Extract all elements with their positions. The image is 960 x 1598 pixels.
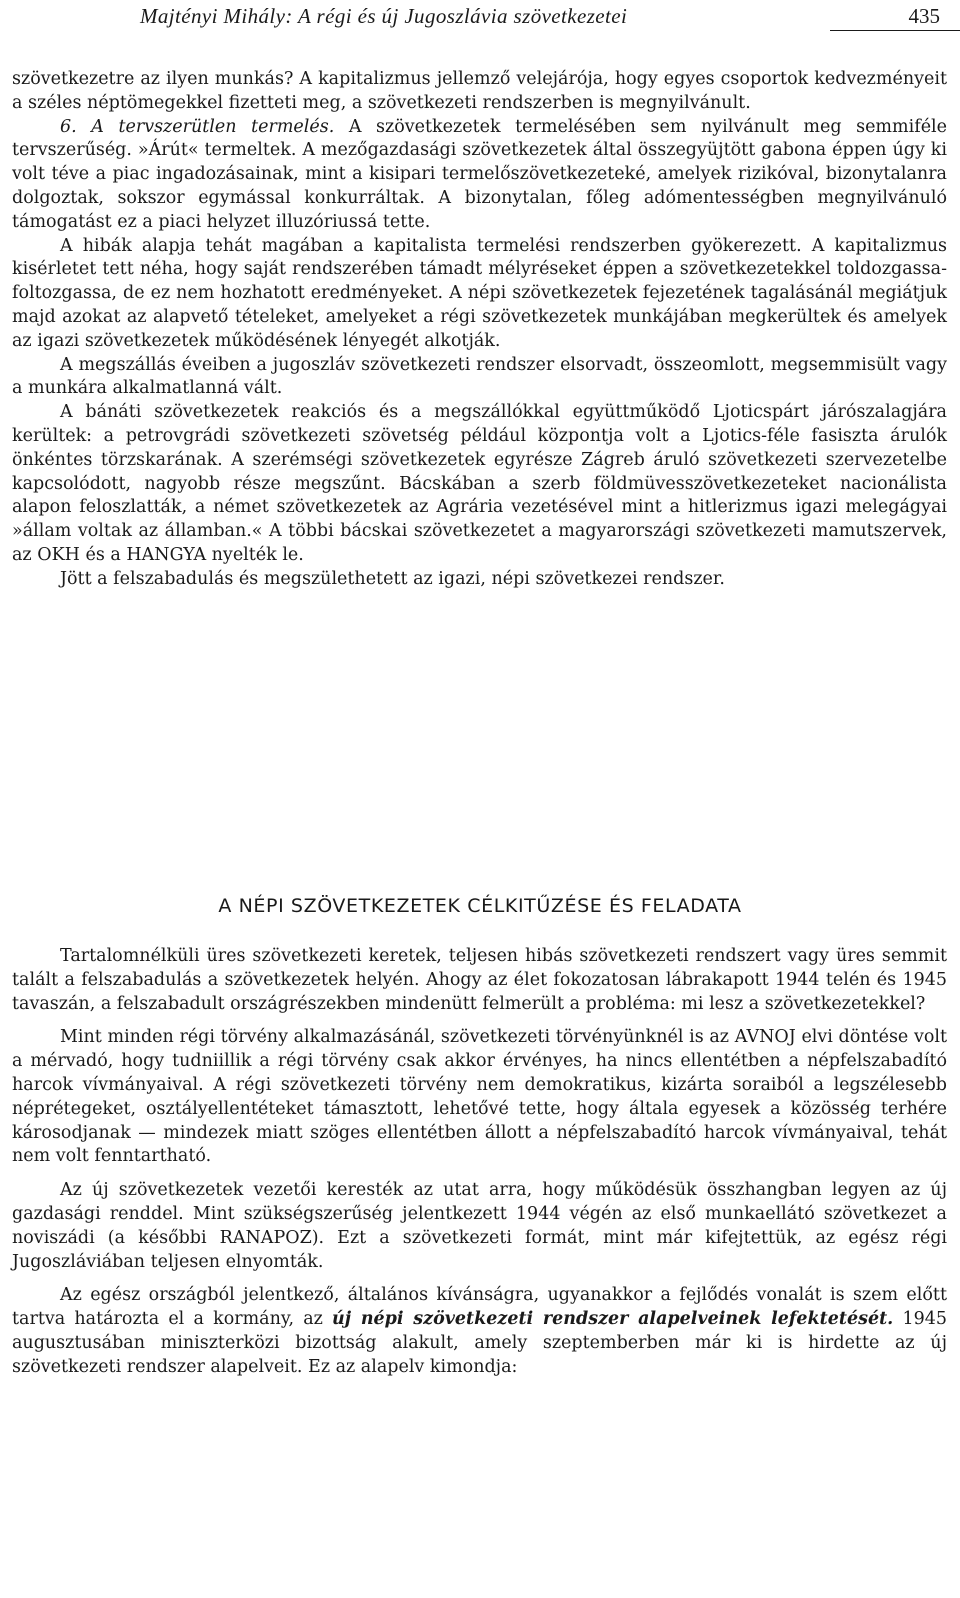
paragraph-body-end: 1945 augusztusában miniszterközi bizottság alakult, amely szeptemberben már ki is hirdette az új szövetkezeti rendszer alapelveit. Ez az alapelv kimondja: (12, 1309, 947, 1377)
paragraph-errors-basis: A hibák alapja tehát magában a kapitalista termelési rendszerben gyökerezett. A kapitalizmus kisérletet tett néha, hogy saját rendszerében támadt mélyréseket éppen a szövetkezetekkel toldozgassa-foltozgassa, de ez nem hozhatott eredményeket. A népi szövetkezetek fejezetének tagalásánál megiátjuk majd azokat az alapvető tételeket, amelyeket a régi szövetkezetek munkájában megkerültek és amelyek az igazi szövetkezetek működésének lényegét alkotják. (12, 235, 947, 351)
paragraph-occupation-years: A megszállás éveiben a jugoszláv szövetkezeti rendszer elsorvadt, összeomlott, megsemmisült vagy a munkára alkalmatlanná vált. (12, 354, 947, 399)
organization-name-hangya: HANGYA (126, 544, 207, 565)
numbered-subheading: 6. A tervszerütlen termelés. (60, 116, 335, 137)
paragraph-empty-frames: Tartalomnélküli üres szövetkezeti keretek, teljesen hibás szövetkezeti rendszert vagy üres semmit talált a felszabadulás a szövetkezetek helyén. Ahogy az élet fokozatosan lábrakapott 1944 telén és 1945 tavaszán, a felszabadult országrészekben mindenütt felmerült a probléma: mi lesz a szövetkezetekkel? (12, 946, 947, 1014)
paragraph-avnoj-decision: Mint minden régi törvény alkalmazásánál, szövetkezeti törvényünknél is az AVNOJ elvi döntése volt a mérvadó, hogy tudniillik a régi törvény csak akkor érvényes, ha nincs ellentétben a népfelszabadító harcok vívmányaival. A régi szövetkezeti törvény nem demokratikus, kizárta soraiból a legszélesebb néprétegeket, osztályellentéteket támasztott, lehetővé tette, hogy általa egyesek a közösség terhére károsodjanak — mindezek miatt szöges ellentétben állott a népfelszabadító harcok vívmányaival, tehát nem volt fenntartható. (12, 1027, 947, 1167)
emphasized-phrase: új népi szövetkezeti rendszer alapelveinek lefektetését. (332, 1309, 894, 1330)
page-number: 435 (908, 4, 940, 28)
header-rule (830, 30, 960, 31)
paragraph-body: A szövetkezetek termelésében sem nyilvánult meg semmiféle tervszerűség. »Árút« termeltek. A mezőgazdasági szövetkezetek által összegyüjtött gabona éppen úgy ki volt téve a piac ingadozásainak, mint a kisipari termelőszövetkezeteké, amelyek rizikóval, bizonytalanra dolgoztak, sokszor egymással konkurráltak. A bizonytalan, főleg adómentességben megnyilvánuló támogatást ez a piaci helyzet illuzóriussá tette. (12, 116, 948, 232)
paragraph-continuation: szövetkezetre az ilyen munkás? A kapitalizmus jellemző velejárója, hogy egyes csoportok kedvezményeit a széles néptömegekkel fizetteti meg, a szövetkezeti rendszerben is megnyilvánult. (12, 69, 947, 113)
paragraph-government-decision (12, 1284, 947, 1379)
section-heading: A NÉPI SZÖVETKEZETEK CÉLKITŰZÉSE ÉS FELADATA (218, 895, 742, 917)
paragraph-body: A bánáti szövetkezetek reakciós és a megszállókkal együttműködő Ljoticspárt járószalagjára kerültek: a petrovgrádi szövetkezeti szövetség például központja volt a Ljotics-féle fasiszta árulók önkéntes törzskarának. A szerémségi szövetkezetek egyrésze Zágreb áruló szövetkezeti szervezetelbe kapcsolódott, nagyobb része megszűnt. Bácskában a szerb földmüvesszövetkezeteket nacionálista alapon feloszlatták, a német szövetkezetek az Agrária vezetésével mint a hitlerizmus igazi melegágyai »állam voltak az államban.« A többi bácskai szövetkezetet a magyarországi szövetkezeti mamutszervek, az (12, 402, 947, 565)
running-header (140, 4, 950, 38)
paragraph-body: Az egész országból jelentkező, általános kívánságra, ugyanakkor a fejlődés vonalát is szem előtt tartva határozta el a kormány, az (12, 1285, 947, 1330)
paragraph-new-leaders: Az új szövetkezetek vezetői keresték az utat arra, hogy működésük összhangban legyen az új gazdasági renddel. Mint szükségszerűség jelentkezett 1944 végén az első munkaellátó szövetkezet a noviszádi (a későbbi RANAPOZ). Ezt a szövetkezeti formát, mint már kifejtettük, az egész régi Jugoszláviában teljesen elnyomták. (12, 1180, 947, 1272)
running-title: Majtényi Mihály: A régi és új Jugoszlávia szövetkezetei (140, 4, 628, 28)
paragraph-banat-cooperatives (12, 401, 947, 568)
section-2-text (12, 945, 947, 1380)
paragraph-planless-production (12, 116, 947, 235)
paragraph-body-end: nyelték le. (206, 544, 304, 565)
section-1-text (12, 68, 947, 592)
paragraph-liberation: Jött a felszabadulás és megszülethetett az igazi, népi szövetkezei rendszer. (60, 568, 725, 589)
organization-name-okh: OKH (37, 544, 80, 565)
paragraph-body-connector: és a (79, 544, 127, 565)
